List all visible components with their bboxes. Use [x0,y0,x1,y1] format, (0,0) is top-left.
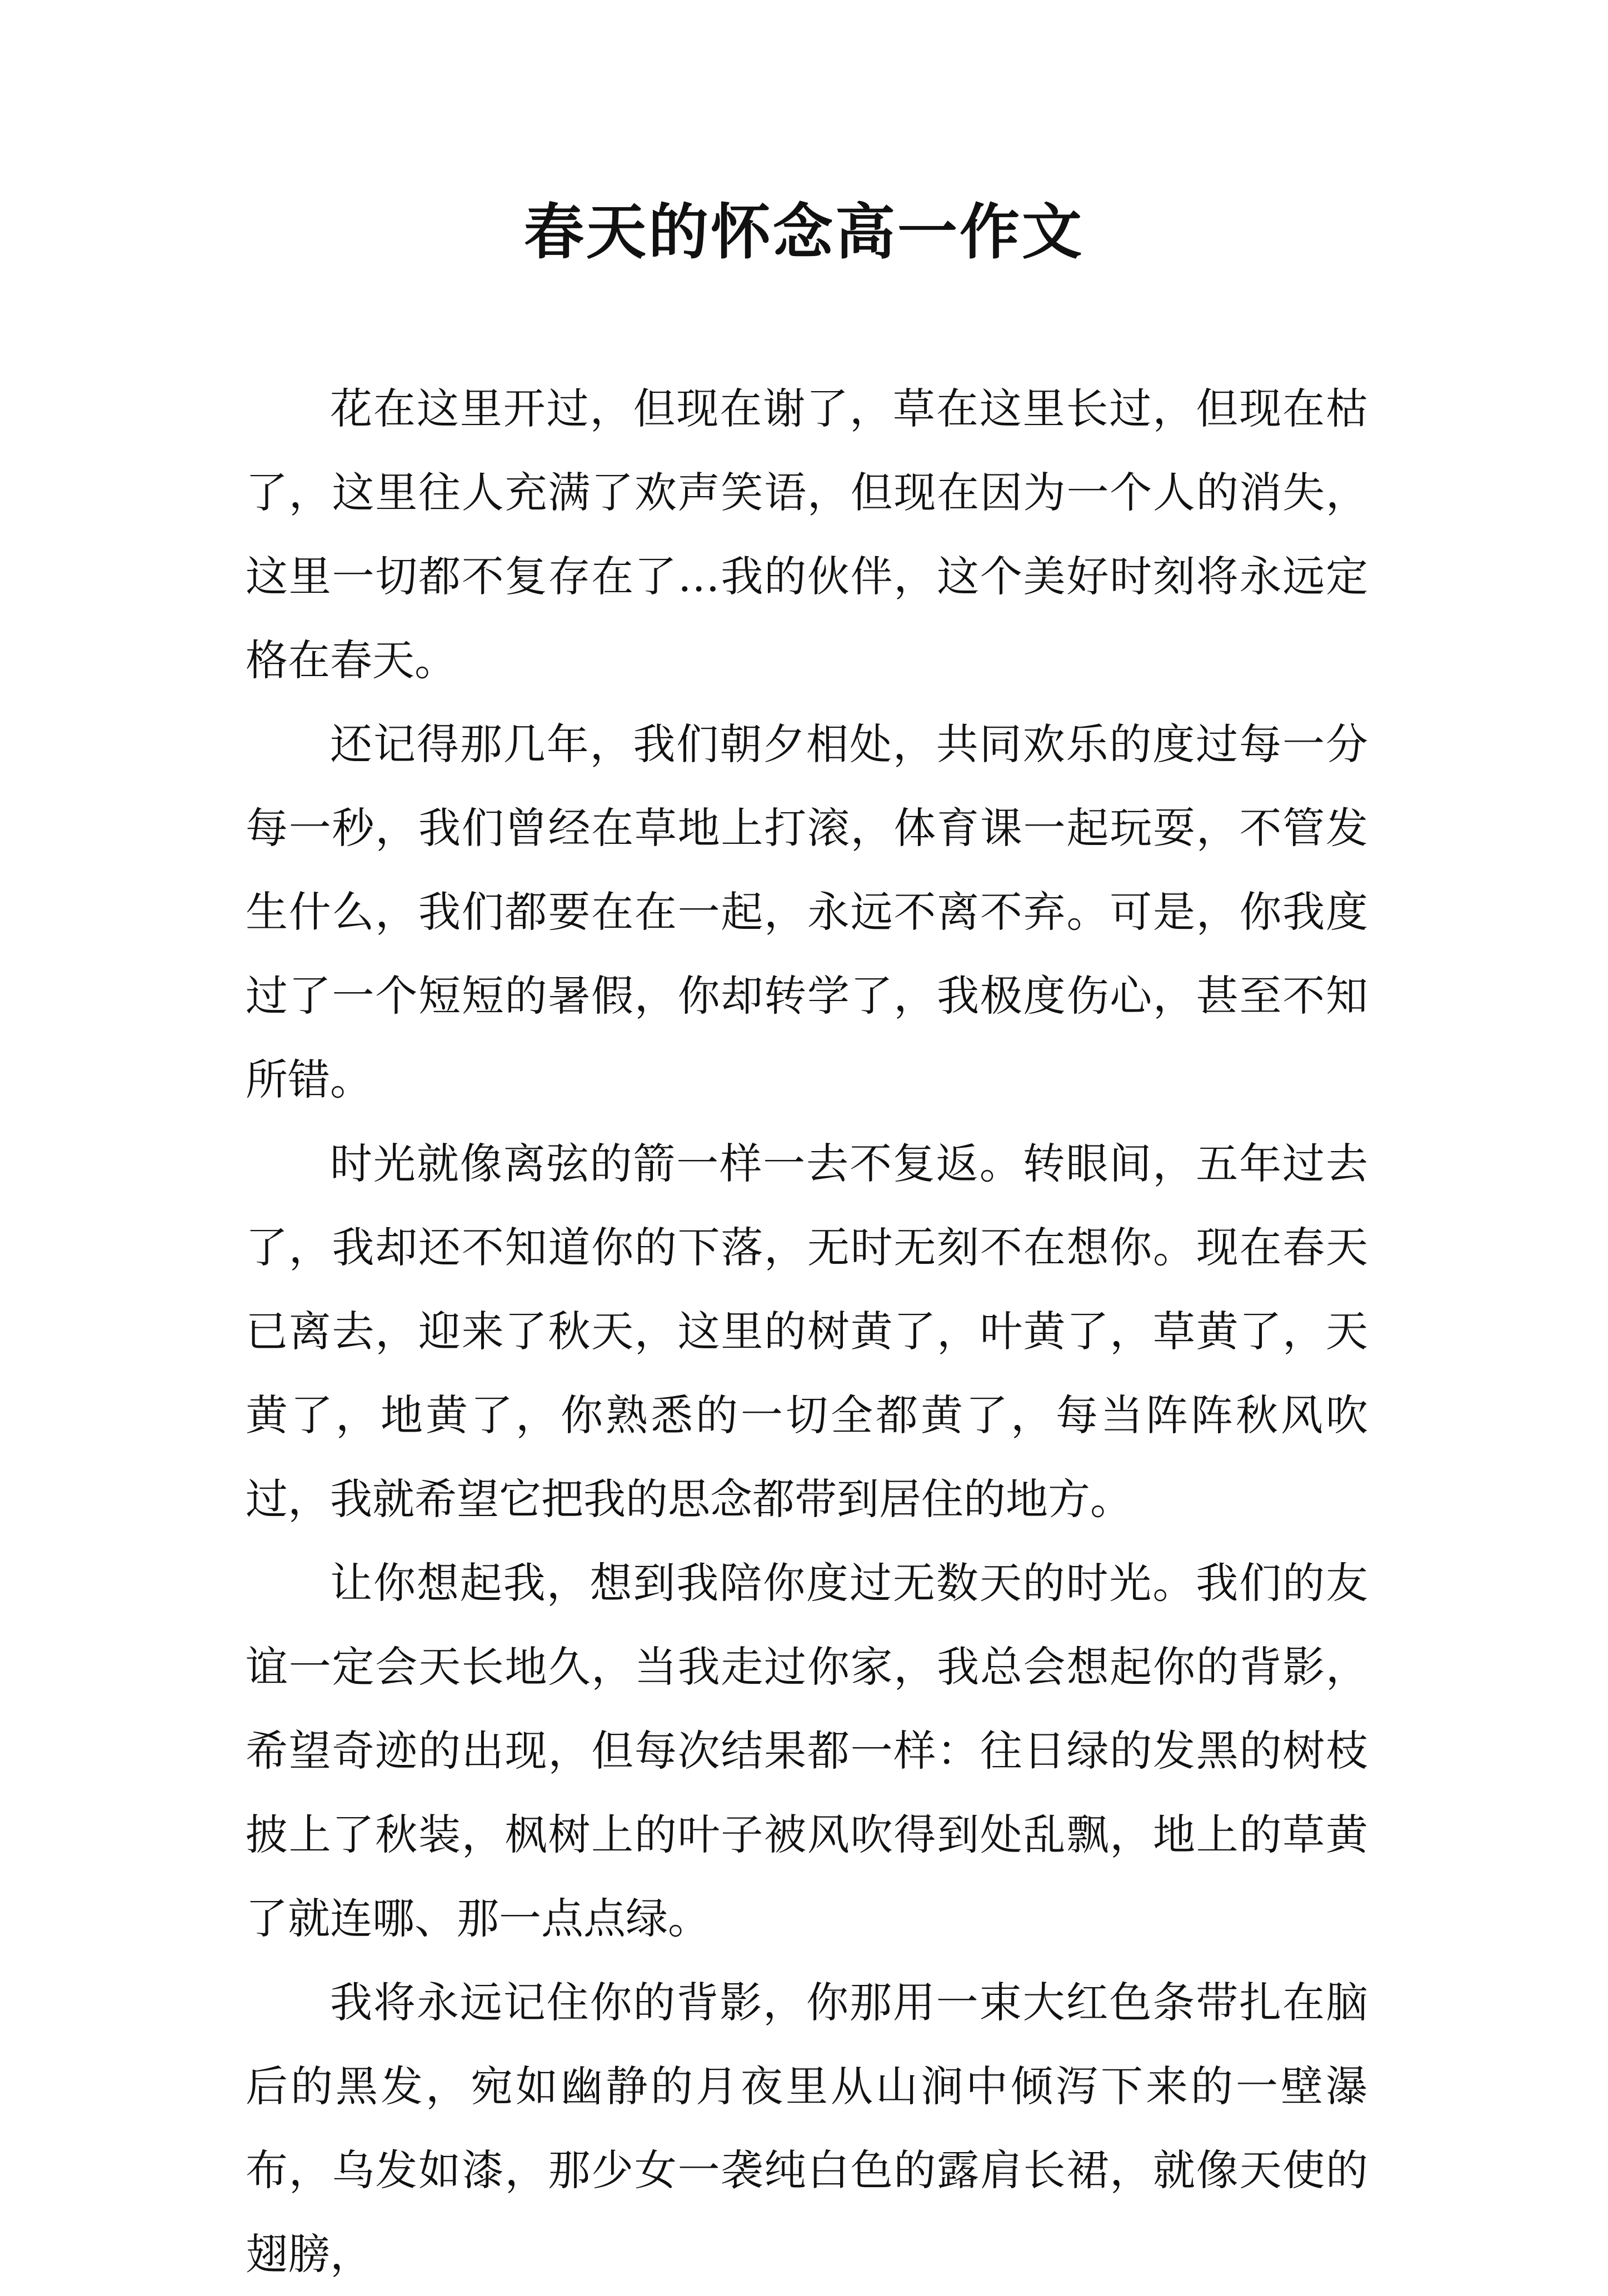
page-title: 春天的怀念高一作文 [523,197,1084,267]
paragraph-3: 时光就像离弦的箭一样一去不复返。转眼间，五年过去了，我却还不知道你的下落，无时无刻不在想你。现在春天已离去，迎来了秋天，这里的树黄了，叶黄了，草黄了，天黄了，地黄了，你熟悉的一切全都黄了，每当阵阵秋风吹过，我就希望它把我的思念都带到居住的地方。 [246,1139,1368,1524]
paragraph-4: 让你想起我，想到我陪你度过无数天的时光。我们的友谊一定会天长地久，当我走过你家，我总会想起你的背影，希望奇迹的出现，但每次结果都一样：往日绿的发黑的树枝披上了秋装，枫树上的叶子被风吹得到处乱飘，地上的草黄了就连哪、那一点点绿。 [246,1558,1368,1943]
paragraph-2: 还记得那几年，我们朝夕相处，共同欢乐的度过每一分每一秒，我们曾经在草地上打滚，体育课一起玩耍，不管发生什么，我们都要在在一起，永远不离不弃。可是，你我度过了一个短短的暑假，你却转学了，我极度伤心，甚至不知所错。 [246,719,1368,1104]
essay-body [246,367,1368,2296]
paragraph-1: 花在这里开过，但现在谢了，草在这里长过，但现在枯了，这里往人充满了欢声笑语，但现在因为一个人的消失，这里一切都不复存在了…我的伙伴，这个美好时刻将永远定格在春天。 [246,384,1368,685]
paragraph-5: 我将永远记住你的背影，你那用一束大红色条带扎在脑后的黑发，宛如幽静的月夜里从山涧中倾泻下来的一壁瀑布，乌发如漆，那少女一袭纯白色的露肩长裙，就像天使的翅膀， [246,1978,1368,2279]
